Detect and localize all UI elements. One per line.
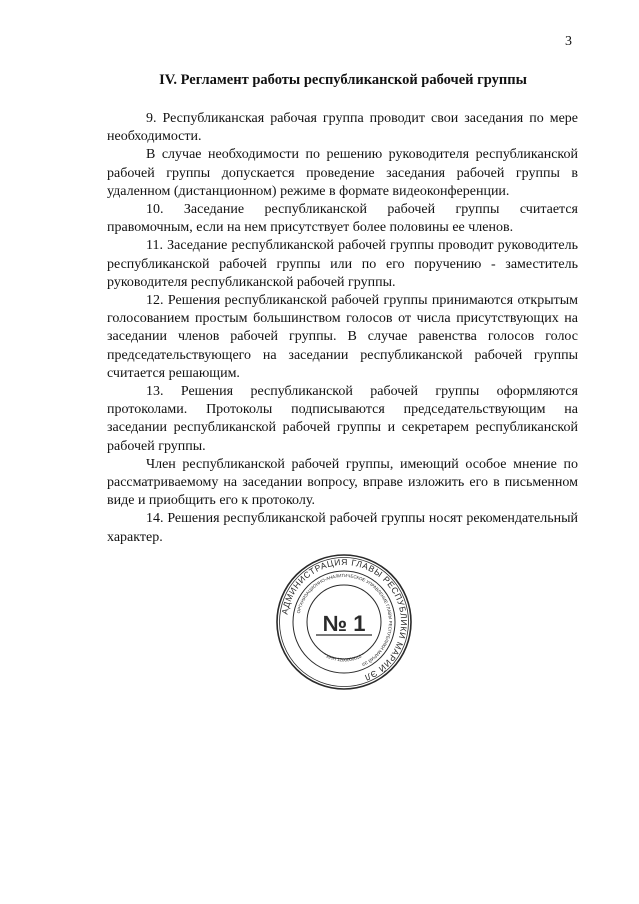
page-number: 3 — [565, 34, 572, 49]
paragraph-13: 13. Решения республиканской рабочей группы оформляются протоколами. Протоколы подписываются председательствующим на заседании республиканской рабочей группы и секретарем республиканской рабочей группы. — [107, 384, 578, 454]
stamp-seal-icon — [274, 552, 414, 692]
paragraph-13-dissent: Член республиканской рабочей группы, имеющий особое мнение по рассматриваемому на заседании вопросу, вправе изложить его в письменном виде и приобщить его к протоколу. — [107, 456, 578, 509]
document-body — [107, 110, 578, 547]
stamp-bottom-text: * ИНН 1200000010 * — [322, 652, 366, 663]
svg-text:* ИНН 1200000010 * — [323, 652, 365, 662]
paragraph-9-videoconference: В случае необходимости по решению руководителя республиканской рабочей группы допускается проведение заседания рабочей группы в удаленном (дистанционном) режиме в формате видеоконференции. — [107, 147, 578, 199]
paragraph-10: 10. Заседание республиканской рабочей группы считается правомочным, если на нем присутствует более половины ее членов. — [107, 202, 578, 236]
paragraph-14: 14. Решения республиканской рабочей группы носят рекомендательный характер. — [107, 511, 578, 545]
stamp-inner-text: ОРГАНИЗАЦИОННО-АНАЛИТИЧЕСКОЕ УПРАВЛЕНИЕ ГЛАВЫ РЕСПУБЛИКИ МАРИЙ ЭЛ — [295, 572, 394, 668]
paragraph-11: 11. Заседание республиканской рабочей группы проводит руководитель республиканской рабочей группы или по его поручению - заместитель руководителя республиканской рабочей группы. — [107, 238, 578, 290]
section-title: IV. Регламент работы республиканской рабочей группы — [159, 72, 527, 88]
stamp-number: № 1 — [322, 611, 366, 636]
stamp-outer-text: АДМИНИСТРАЦИЯ ГЛАВЫ РЕСПУБЛИКИ МАРИЙ ЭЛ — [279, 556, 410, 683]
official-stamp — [274, 552, 414, 692]
paragraph-9: 9. Республиканская рабочая группа проводит свои заседания по мере необходимости. — [107, 111, 578, 145]
paragraph-12: 12. Решения республиканской рабочей группы принимаются открытым голосованием простым большинством голосов от числа присутствующих на заседании членов рабочей группы. В случае равенства голосов голос председательствующего на заседании республиканской рабочей группы считается решающим. — [107, 293, 578, 381]
